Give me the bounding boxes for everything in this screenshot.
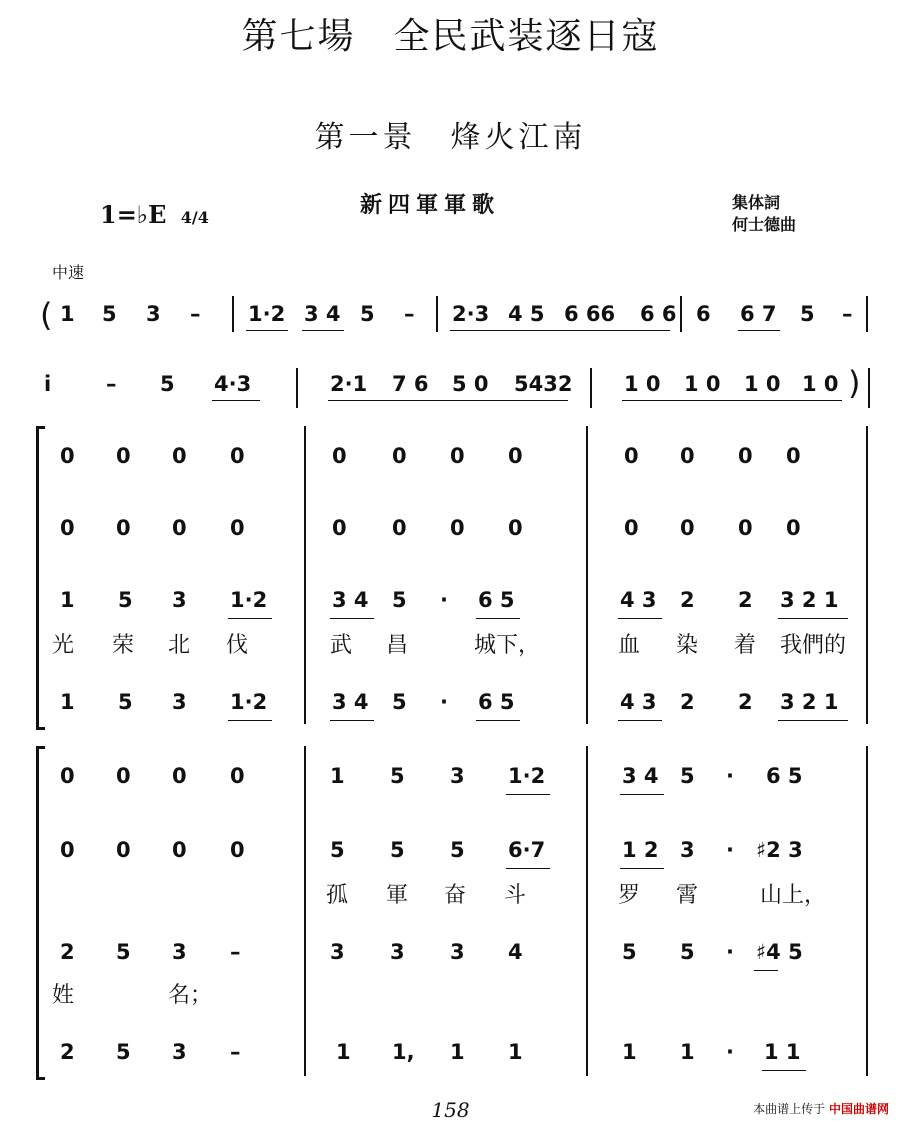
note: 2 [60, 1040, 75, 1064]
note: i [44, 372, 52, 396]
system1-staff1 [0, 444, 901, 484]
note: 5 [680, 764, 695, 788]
note: 3 [146, 302, 161, 326]
note: 0 [450, 444, 465, 468]
note: 3 [172, 1040, 187, 1064]
note: 3 [172, 940, 187, 964]
underline [246, 330, 288, 331]
lyric: 城下， [474, 633, 541, 658]
lyric: 斗 [504, 883, 527, 908]
lyric: 北 [168, 633, 191, 658]
note: 6 6 [640, 302, 677, 326]
lyric: 軍 [386, 883, 409, 908]
lyric: 山上， [760, 883, 827, 908]
note: 5 [116, 940, 131, 964]
site-logo[interactable]: 中国曲谱网 [828, 1102, 889, 1116]
note: 0 [786, 516, 801, 540]
note: 4 5 [508, 302, 545, 326]
note: · [726, 1040, 734, 1064]
note: 0 [786, 444, 801, 468]
note: 0 [116, 516, 131, 540]
note: 5432 [514, 372, 573, 396]
close-paren: ) [848, 364, 861, 402]
act-title: 第七場 全民武装逐日寇 [241, 16, 660, 57]
note: 0 [172, 764, 187, 788]
note: ♯2 3 [756, 838, 803, 862]
note: 0 [116, 838, 131, 862]
intro-line-1 [0, 296, 901, 336]
scene-title: 第一景 烽火江南 [314, 120, 587, 155]
page-number: 158 [431, 1098, 470, 1122]
note: 0 [624, 444, 639, 468]
note: 6 5 [766, 764, 803, 788]
note: 6 [696, 302, 711, 326]
song-title: 新四軍軍歌 [360, 193, 501, 218]
note: 0 [738, 444, 753, 468]
system1-staff4 [0, 690, 901, 730]
note: 5 [450, 838, 465, 862]
note: 4 3 [620, 588, 657, 612]
note: 0 [230, 764, 245, 788]
underline [618, 618, 662, 619]
note: 0 [738, 516, 753, 540]
note: 3 4 [304, 302, 341, 326]
note: 7 6 [392, 372, 429, 396]
note: 3 [680, 838, 695, 862]
note: 5 [116, 1040, 131, 1064]
barline [680, 296, 682, 332]
underline [506, 794, 550, 795]
lyric: 光 [52, 633, 75, 658]
note: 0 [230, 516, 245, 540]
note: 0 [172, 838, 187, 862]
note: 6 5 [478, 690, 515, 714]
barline [436, 296, 438, 332]
lyric: 奋 [444, 883, 467, 908]
note: – [230, 1040, 241, 1064]
note: 3 [172, 690, 187, 714]
note: · [440, 588, 448, 612]
note: 1 2 [622, 838, 659, 862]
open-paren: ( [40, 296, 53, 334]
note: 1 0 [802, 372, 839, 396]
note: 1 1 [764, 1040, 801, 1064]
note: 1, [392, 1040, 415, 1064]
system1-staff2 [0, 516, 901, 556]
tempo-marking: 中速 [52, 263, 85, 282]
lyric: 名； [168, 983, 213, 1008]
barline [868, 368, 870, 408]
footer-note [753, 1100, 889, 1117]
note: 6·7 [508, 838, 546, 862]
note: 0 [392, 516, 407, 540]
note: 0 [60, 444, 75, 468]
note: 1·2 [230, 588, 268, 612]
note: 5 [390, 764, 405, 788]
note: 5 [392, 690, 407, 714]
note: 1 0 [744, 372, 781, 396]
system2-staff1 [0, 764, 901, 804]
note: 5 [390, 838, 405, 862]
lyric: 染 [676, 633, 699, 658]
note: 0 [508, 444, 523, 468]
note: 4·3 [214, 372, 252, 396]
note: 5 [360, 302, 375, 326]
note: 0 [60, 764, 75, 788]
lyric: 孤 [326, 883, 349, 908]
lyric: 昌 [386, 633, 409, 658]
note: 1 [508, 1040, 523, 1064]
note: 3 4 [622, 764, 659, 788]
note: 6 66 [564, 302, 616, 326]
barline [866, 296, 868, 332]
note: 5 [160, 372, 175, 396]
note: 0 [392, 444, 407, 468]
system2-lyrics-b [0, 978, 901, 1018]
note: – [190, 302, 201, 326]
note: 0 [172, 516, 187, 540]
note: – [106, 372, 117, 396]
note: 1 [60, 302, 75, 326]
note: 1 [450, 1040, 465, 1064]
note: 1·2 [508, 764, 546, 788]
note: 0 [680, 516, 695, 540]
upload-note: 本曲谱上传于 [753, 1102, 826, 1116]
lyric: 姓 [52, 983, 75, 1008]
note: 2 [680, 588, 695, 612]
note: 5 [330, 838, 345, 862]
lyric: 武 [330, 633, 353, 658]
time-signature: 4/4 [180, 208, 209, 227]
note: 5 [622, 940, 637, 964]
note: 3 2 1 [780, 588, 839, 612]
composer: 何士德曲 [732, 215, 797, 234]
note: · [726, 940, 734, 964]
note: 1 0 [684, 372, 721, 396]
underline [506, 868, 550, 869]
underline [778, 720, 848, 721]
note: · [440, 690, 448, 714]
note: 0 [116, 764, 131, 788]
note: – [842, 302, 853, 326]
underline [476, 618, 520, 619]
system2-lyrics [0, 878, 901, 918]
note: 3 4 [332, 690, 369, 714]
note: 3 [450, 764, 465, 788]
note: 1·2 [248, 302, 286, 326]
underline [778, 618, 848, 619]
lyric: 罗 [618, 883, 641, 908]
note: 0 [60, 838, 75, 862]
underline [228, 618, 272, 619]
note: 3 4 [332, 588, 369, 612]
underline [450, 330, 670, 331]
note: 3 [390, 940, 405, 964]
system1-staff3 [0, 588, 901, 628]
note: 3 [330, 940, 345, 964]
system2-staff3 [0, 940, 901, 980]
note: 5 [392, 588, 407, 612]
note: 4 [508, 940, 523, 964]
note: 1 [60, 690, 75, 714]
note: 5 0 [452, 372, 489, 396]
note: 2 [738, 588, 753, 612]
note: · [726, 838, 734, 862]
note: 2·1 [330, 372, 368, 396]
note: 1 [60, 588, 75, 612]
underline [228, 720, 272, 721]
note: 1 0 [624, 372, 661, 396]
system2-staff2 [0, 838, 901, 878]
note: 0 [450, 516, 465, 540]
underline [302, 330, 344, 331]
lyric: 荣 [112, 633, 135, 658]
note: 2 [680, 690, 695, 714]
note: 2 [738, 690, 753, 714]
lyricist: 集体詞 [732, 193, 781, 212]
lyric: 血 [618, 633, 641, 658]
note: 3 [172, 588, 187, 612]
note: · [726, 764, 734, 788]
system2-staff4 [0, 1040, 901, 1080]
lyric: 我們的 [780, 633, 847, 658]
underline [622, 400, 842, 401]
lyric: 着 [734, 633, 757, 658]
note: 0 [230, 838, 245, 862]
underline [212, 400, 260, 401]
key-label: 1=♭E [100, 200, 167, 229]
note: 6 5 [478, 588, 515, 612]
barline [590, 368, 592, 408]
note: 5 [680, 940, 695, 964]
note: 5 [102, 302, 117, 326]
underline [328, 400, 568, 401]
note: 0 [508, 516, 523, 540]
note: – [404, 302, 415, 326]
note: 0 [332, 516, 347, 540]
underline [738, 330, 780, 331]
underline [330, 618, 374, 619]
underline [620, 868, 664, 869]
note: 5 [800, 302, 815, 326]
note: 0 [172, 444, 187, 468]
note: 5 [118, 690, 133, 714]
note: 1 [336, 1040, 351, 1064]
note: 1 [680, 1040, 695, 1064]
note: 2·3 [452, 302, 490, 326]
underline [618, 720, 662, 721]
underline [762, 1070, 806, 1071]
note: 3 2 1 [780, 690, 839, 714]
underline [754, 970, 778, 971]
underline [620, 794, 664, 795]
note: 0 [230, 444, 245, 468]
key-signature [100, 200, 209, 229]
intro-line-2 [0, 364, 901, 408]
note: 0 [332, 444, 347, 468]
lyric: 伐 [226, 633, 249, 658]
barline [296, 368, 298, 408]
note: 0 [680, 444, 695, 468]
note: 0 [60, 516, 75, 540]
barline [232, 296, 234, 332]
note: ♯4 5 [756, 940, 803, 964]
note: 1 [330, 764, 345, 788]
note: 0 [116, 444, 131, 468]
note: 4 3 [620, 690, 657, 714]
note: 1·2 [230, 690, 268, 714]
note: 2 [60, 940, 75, 964]
note: 0 [624, 516, 639, 540]
note: 3 [450, 940, 465, 964]
system1-lyrics [0, 628, 901, 668]
underline [330, 720, 374, 721]
note: – [230, 940, 241, 964]
note: 1 [622, 1040, 637, 1064]
note: 5 [118, 588, 133, 612]
underline [476, 720, 520, 721]
note: 6 7 [740, 302, 777, 326]
lyric: 霄 [676, 883, 699, 908]
